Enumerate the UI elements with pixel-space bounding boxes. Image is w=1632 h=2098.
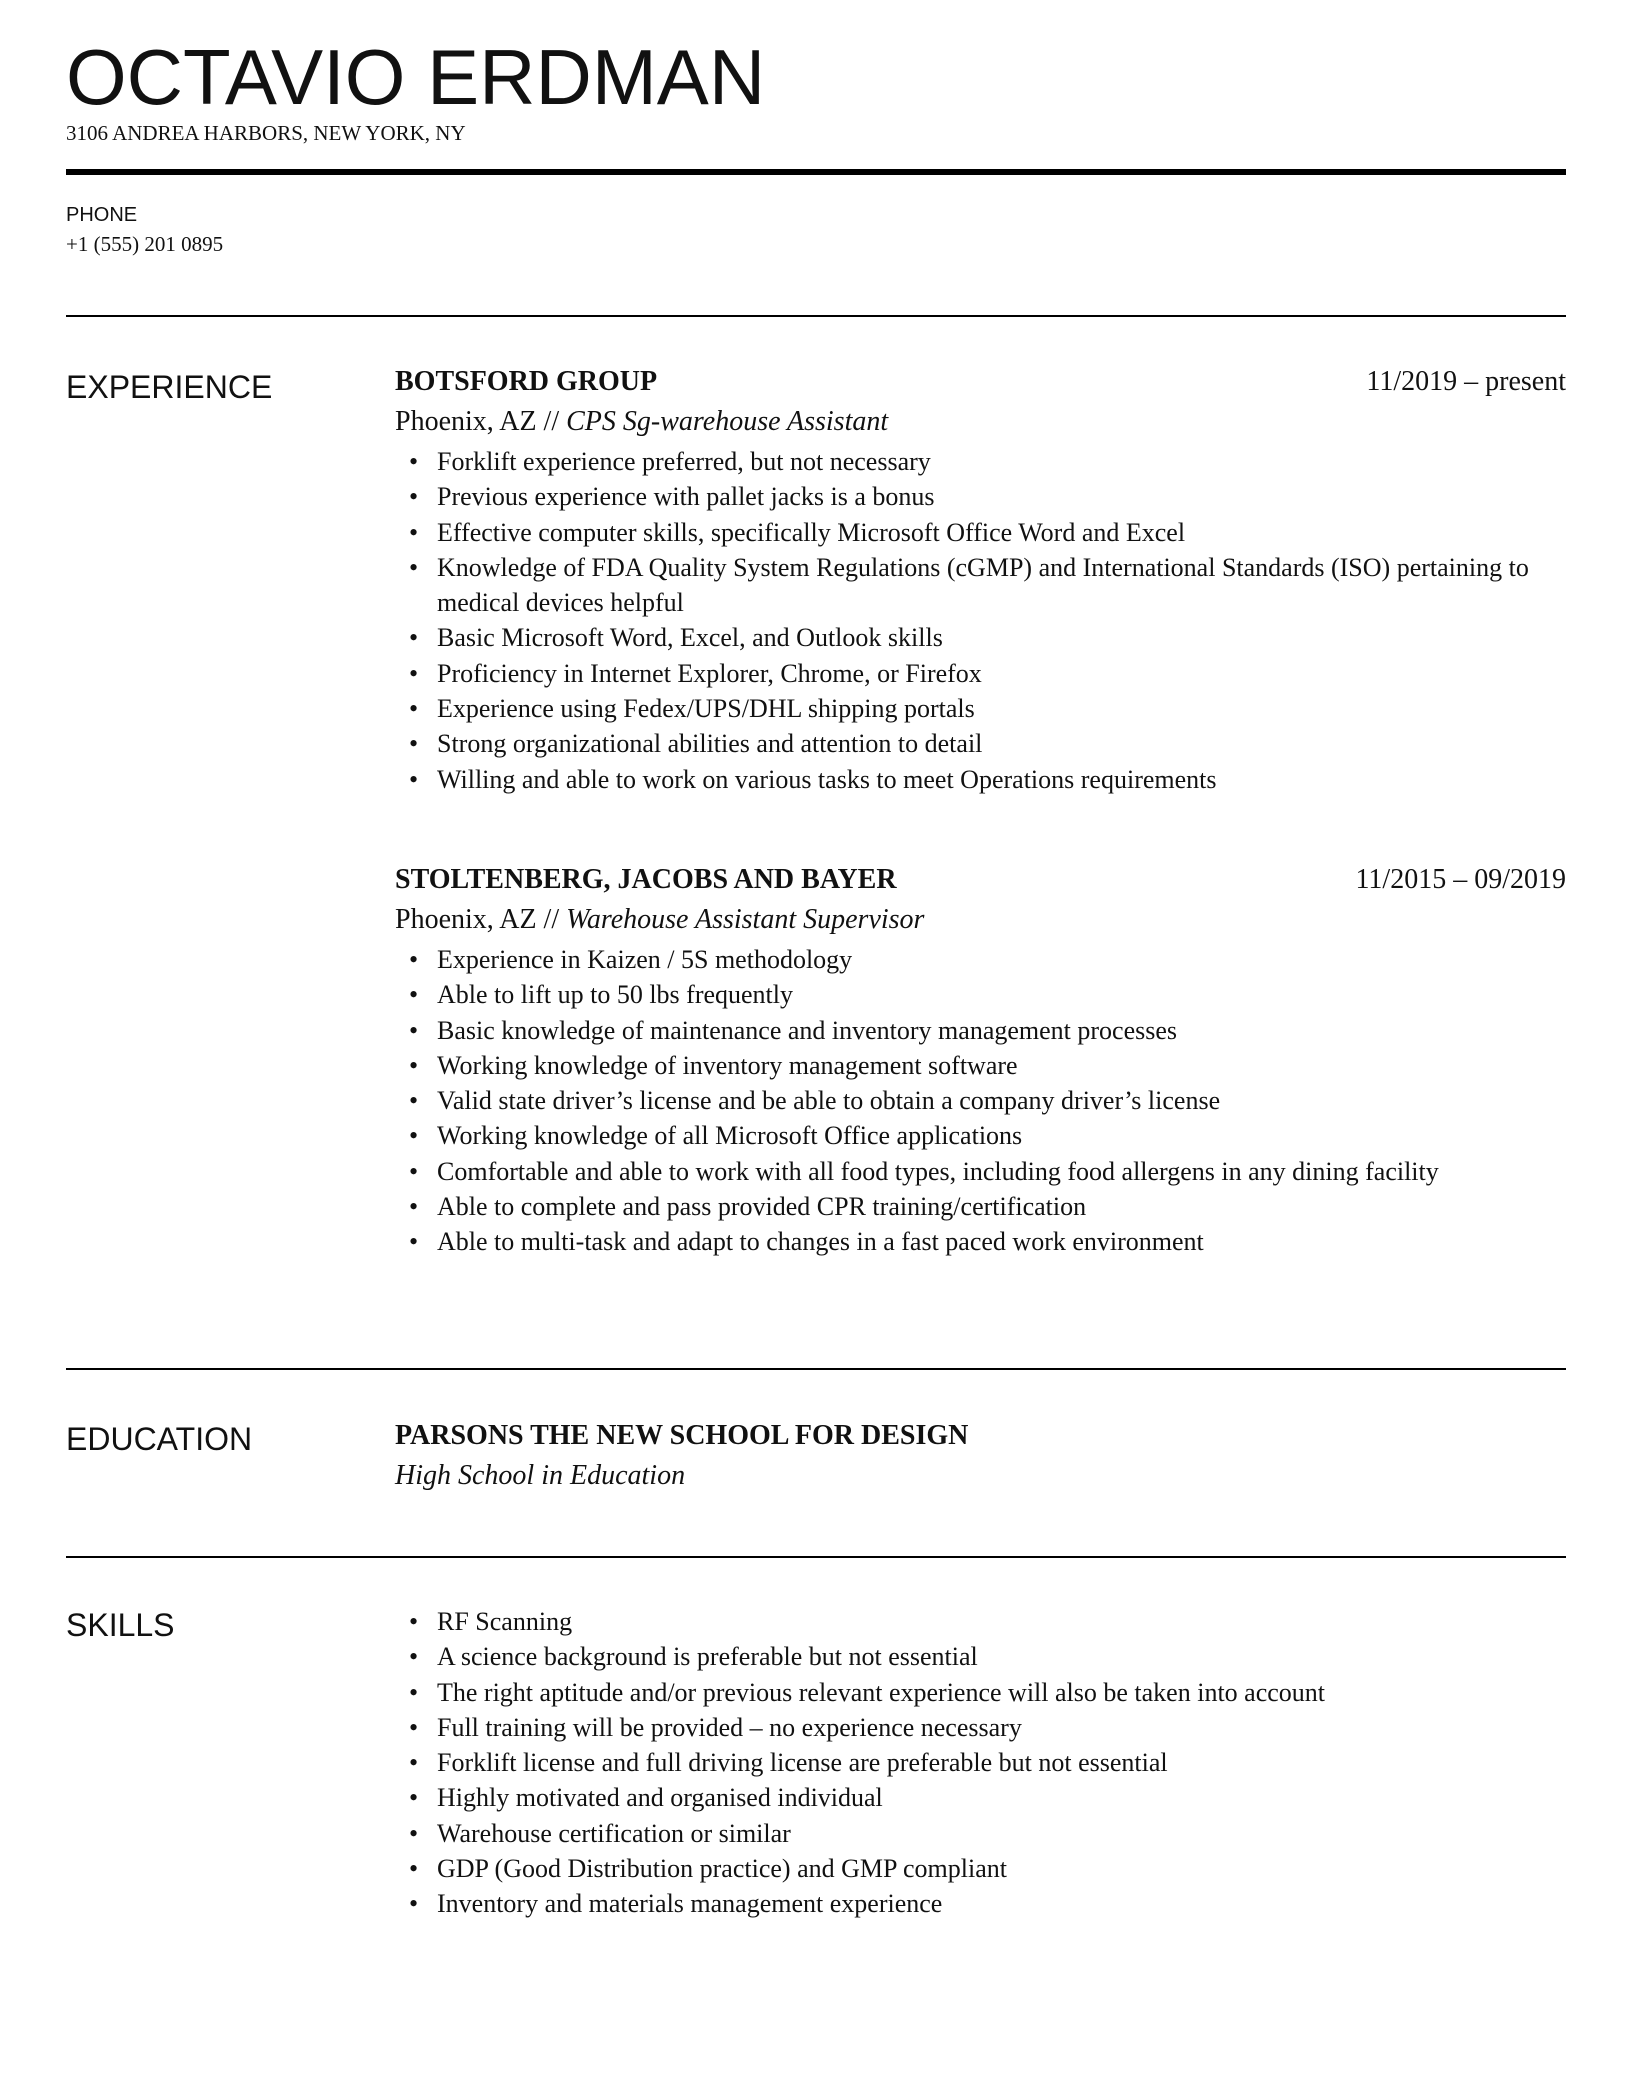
list-item: • Knowledge of FDA Quality System Regulations (cGMP) and International Standards (ISO) pertaining to medical devices helpful <box>395 550 1566 621</box>
section-divider <box>66 1556 1566 1558</box>
list-item: • RF Scanning <box>395 1604 1566 1639</box>
list-item: • Experience using Fedex/UPS/DHL shipping portals <box>395 691 1566 726</box>
header-divider <box>66 169 1566 175</box>
job-subline <box>395 902 1566 942</box>
list-item: • Forklift experience preferred, but not necessary <box>395 444 1566 479</box>
phone-value: +1 (555) 201 0895 <box>66 232 224 256</box>
list-item: • Inventory and materials management experience <box>395 1886 1566 1921</box>
list-item: • Able to lift up to 50 lbs frequently <box>395 977 1566 1012</box>
job-location: Phoenix, AZ // <box>395 904 560 935</box>
list-item: • Willing and able to work on various tasks to meet Operations requirements <box>395 762 1566 797</box>
phone-label: PHONE <box>66 204 138 226</box>
candidate-address: 3106 ANDREA HARBORS, NEW YORK, NY <box>66 121 466 145</box>
list-item: • Comfortable and able to work with all food types, including food allergens in any dining facility <box>395 1154 1566 1189</box>
list-item: • Experience in Kaizen / 5S methodology <box>395 942 1566 977</box>
list-item: • Warehouse certification or similar <box>395 1816 1566 1851</box>
list-item: • Forklift license and full driving license are preferable but not essential <box>395 1745 1566 1780</box>
list-item: • Basic knowledge of maintenance and inventory management processes <box>395 1013 1566 1048</box>
list-item: • Working knowledge of all Microsoft Office applications <box>395 1118 1566 1153</box>
list-item: • Valid state driver’s license and be able to obtain a company driver’s license <box>395 1083 1566 1118</box>
list-item: • Full training will be provided – no experience necessary <box>395 1710 1566 1745</box>
skills-list <box>395 1604 1566 1922</box>
list-item: • GDP (Good Distribution practice) and GMP compliant <box>395 1851 1566 1886</box>
education-entry <box>395 1418 1566 1494</box>
job-dates: 11/2015 – 09/2019 <box>1355 864 1566 895</box>
job-role: Warehouse Assistant Supervisor <box>566 904 925 935</box>
list-item: • Able to multi-task and adapt to changes in a fast paced work environment <box>395 1224 1566 1259</box>
job-location: Phoenix, AZ // <box>395 406 560 437</box>
list-item: • A science background is preferable but not essential <box>395 1639 1566 1674</box>
job-role: CPS Sg-warehouse Assistant <box>566 406 889 437</box>
candidate-name: OCTAVIO ERDMAN <box>66 33 766 121</box>
list-item: • Effective computer skills, specifically Microsoft Office Word and Excel <box>395 515 1566 550</box>
job-subline <box>395 404 1566 444</box>
company-name: STOLTENBERG, JACOBS AND BAYER <box>395 864 897 895</box>
job-bullets <box>395 942 1566 1260</box>
list-item: • Highly motivated and organised individual <box>395 1780 1566 1815</box>
section-divider <box>66 315 1566 317</box>
job-entry <box>395 364 1566 797</box>
skills-entry <box>395 1604 1566 1922</box>
section-divider <box>66 1368 1566 1370</box>
experience-heading: EXPERIENCE <box>66 369 273 405</box>
list-item: • Basic Microsoft Word, Excel, and Outlook skills <box>395 620 1566 655</box>
job-header <box>395 862 1566 902</box>
degree: High School in Education <box>395 1460 686 1491</box>
skills-heading: SKILLS <box>66 1607 175 1643</box>
school-name: PARSONS THE NEW SCHOOL FOR DESIGN <box>395 1420 969 1451</box>
education-heading: EDUCATION <box>66 1421 253 1457</box>
job-header <box>395 364 1566 404</box>
job-entry <box>395 862 1566 1260</box>
list-item: • Proficiency in Internet Explorer, Chrome, or Firefox <box>395 656 1566 691</box>
list-item: • Previous experience with pallet jacks is a bonus <box>395 479 1566 514</box>
list-item: • Strong organizational abilities and attention to detail <box>395 726 1566 761</box>
job-bullets <box>395 444 1566 797</box>
company-name: BOTSFORD GROUP <box>395 366 658 397</box>
list-item: • Working knowledge of inventory management software <box>395 1048 1566 1083</box>
job-dates: 11/2019 – present <box>1366 366 1566 397</box>
list-item: • Able to complete and pass provided CPR training/certification <box>395 1189 1566 1224</box>
list-item: • The right aptitude and/or previous relevant experience will also be taken into account <box>395 1675 1566 1710</box>
